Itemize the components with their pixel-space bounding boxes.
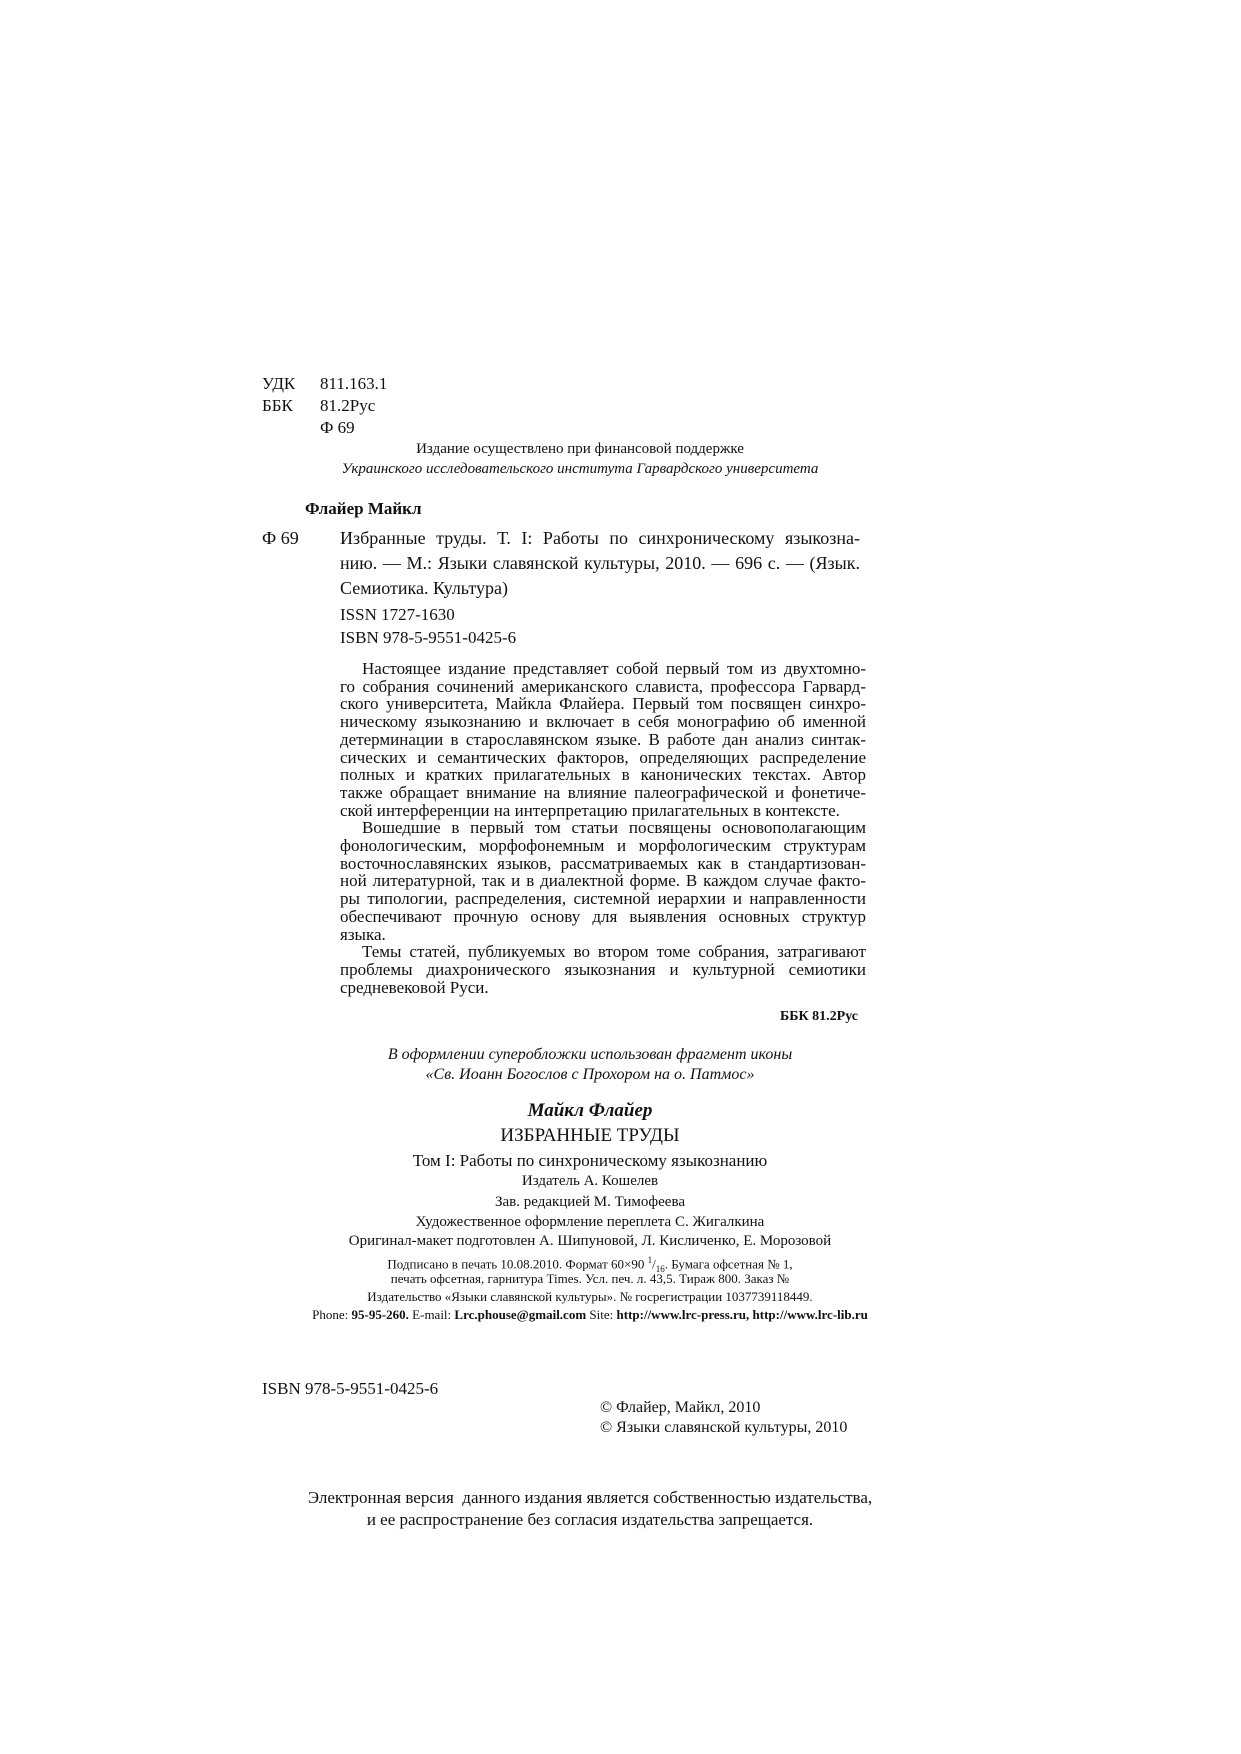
author-heading: Флайер Майкл [305,499,422,518]
bbk-label: ББК [262,396,293,415]
imprint-contacts [200,1306,980,1323]
abstract-line: ского университета, Майкла Флайера. Первый том посвящен синхро- [340,694,866,714]
electronic-note-line1: Электронная версия данного издания является собственностью издательства, [307,1488,873,1507]
imprint-format-sub: 16 [655,1263,665,1274]
abstract-line: проблемы диахронического языкознания и культурной семиотики [340,959,866,979]
abstract-paragraph-1 [340,660,866,819]
abstract-paragraph-3 [340,943,866,996]
author-sign: Ф 69 [320,418,355,437]
email-link[interactable]: Lrc.phouse@gmail.com [454,1307,587,1322]
imprint-layout: Оригинал-макет подготовлен А. Шипуновой, Л. Кисличенко, Е. Морозовой [348,1233,832,1249]
abstract-line: го собрания сочинений американского слависта, профессора Гарвард- [340,676,866,696]
cover-note-line1: В оформлении суперобложки использован фрагмент иконы [387,1046,793,1063]
phone-label: Phone: [312,1307,349,1322]
entry-issn: ISSN 1727-1630 [340,605,455,624]
imprint-title: ИЗБРАННЫЕ ТРУДЫ [500,1125,680,1146]
imprint-house-line: Издательство «Языки славянской культуры». № госрегистрации 1037739118449. [367,1289,813,1304]
udk-value: 811.163.1 [320,374,388,393]
imprint-signed-pre: Подписано в печать 10.08.2010. Формат 60×90 [387,1256,645,1272]
abstract-line: фонологическим, морфофонемным и морфологическим структурам [340,836,866,856]
imprint-print-line: печать офсетная, гарнитура Times. Усл. печ. л. 43,5. Тираж 800. Заказ № [390,1271,790,1286]
phone-value[interactable]: 95-95-260. [351,1307,409,1322]
site-links[interactable]: http://www.lrc-press.ru, http://www.lrc-lib.ru [616,1307,868,1322]
site-label: Site: [589,1307,614,1322]
abstract [340,660,866,996]
imprint-signed-post: . Бумага офсетная № 1, [664,1256,793,1272]
abstract-line: средневековой Руси. [340,977,489,997]
entry-sign: Ф 69 [262,528,299,548]
electronic-note-line2: и ее распространение без согласия издательства запрещается. [366,1510,814,1529]
support-note-line1: Издание осуществлено при финансовой поддержке [416,441,744,457]
abstract-line: ническому языкознанию и включает в себя монографию об именной [340,712,866,732]
abstract-line: детерминации в старославянском языке. В работе дан анализ синтак- [340,729,866,749]
abstract-line: восточнославянских языков, рассматриваемых как в стандартизован- [340,853,866,873]
imprint-format-sup: 1 [647,1255,653,1265]
isbn-bottom: ISBN 978-5-9551-0425-6 [262,1379,439,1398]
imprint-editor: Зав. редакцией М. Тимофеева [494,1194,685,1210]
bbk-value: 81.2Рус [320,396,376,415]
copyright-line1: © Флайер, Майкл, 2010 [600,1399,761,1416]
entry-line1: Избранные труды. Т. I: Работы по синхроническому языкозна- [340,528,860,548]
cover-note-line2: «Св. Иоанн Богослов с Прохором на о. Патмос» [425,1066,755,1083]
abstract-line: обеспечивают прочную основу для выявления основных структур [340,906,866,926]
entry-isbn: ISBN 978-5-9551-0425-6 [340,628,517,647]
imprint-volume: Том I: Работы по синхроническому языкознанию [412,1151,768,1170]
entry-line2: нию. — М.: Языки славянской культуры, 2010. — 696 с. — (Язык. [340,553,860,573]
abstract-line: Вошедшие в первый том статьи посвящены основополагающим [362,818,866,838]
copyright-line2: © Языки славянской культуры, 2010 [600,1419,848,1436]
support-note-line2: Украинского исследовательского института Гарвардского университета [341,461,819,477]
abstract-line: сических и семантических факторов, определяющих распределение [340,747,866,767]
abstract-line: ной литературной, так и в диалектной форме. В каждом случае факто- [340,871,866,891]
abstract-line: ры типологии, распределения, системной иерархии и направленности [340,889,866,909]
abstract-line: также обращает внимание на влияние палеографической и фонетиче- [340,782,866,802]
entry-line3: Семиотика. Культура) [340,578,508,598]
email-label: E-mail: [412,1307,452,1322]
abstract-line: Темы статей, публикуемых во втором томе собрания, затрагивают [362,942,866,962]
udk-label: УДК [262,374,296,393]
abstract-line: Настоящее издание представляет собой первый том из двухтомно- [362,659,866,678]
abstract-line: языка. [340,924,386,944]
abstract-bbk-footer: ББК 81.2Рус [780,1009,858,1024]
imprint-signed-line: Подписано в печать 10.08.2010. Формат 60×90 $^1/_{16}$. Бумага офсетная № 1, [387,1255,793,1274]
abstract-paragraph-2 [340,819,866,943]
abstract-line: полных и кратких прилагательных в канонических текстах. Автор [340,765,866,785]
imprint-author: Майкл Флайер [527,1100,653,1121]
imprint-design: Художественное оформление переплета С. Жигалкина [415,1214,765,1230]
abstract-line: ской интерференции на интерпретацию прилагательных в контексте. [340,800,840,820]
imprint-publisher: Издатель А. Кошелев [521,1173,659,1189]
